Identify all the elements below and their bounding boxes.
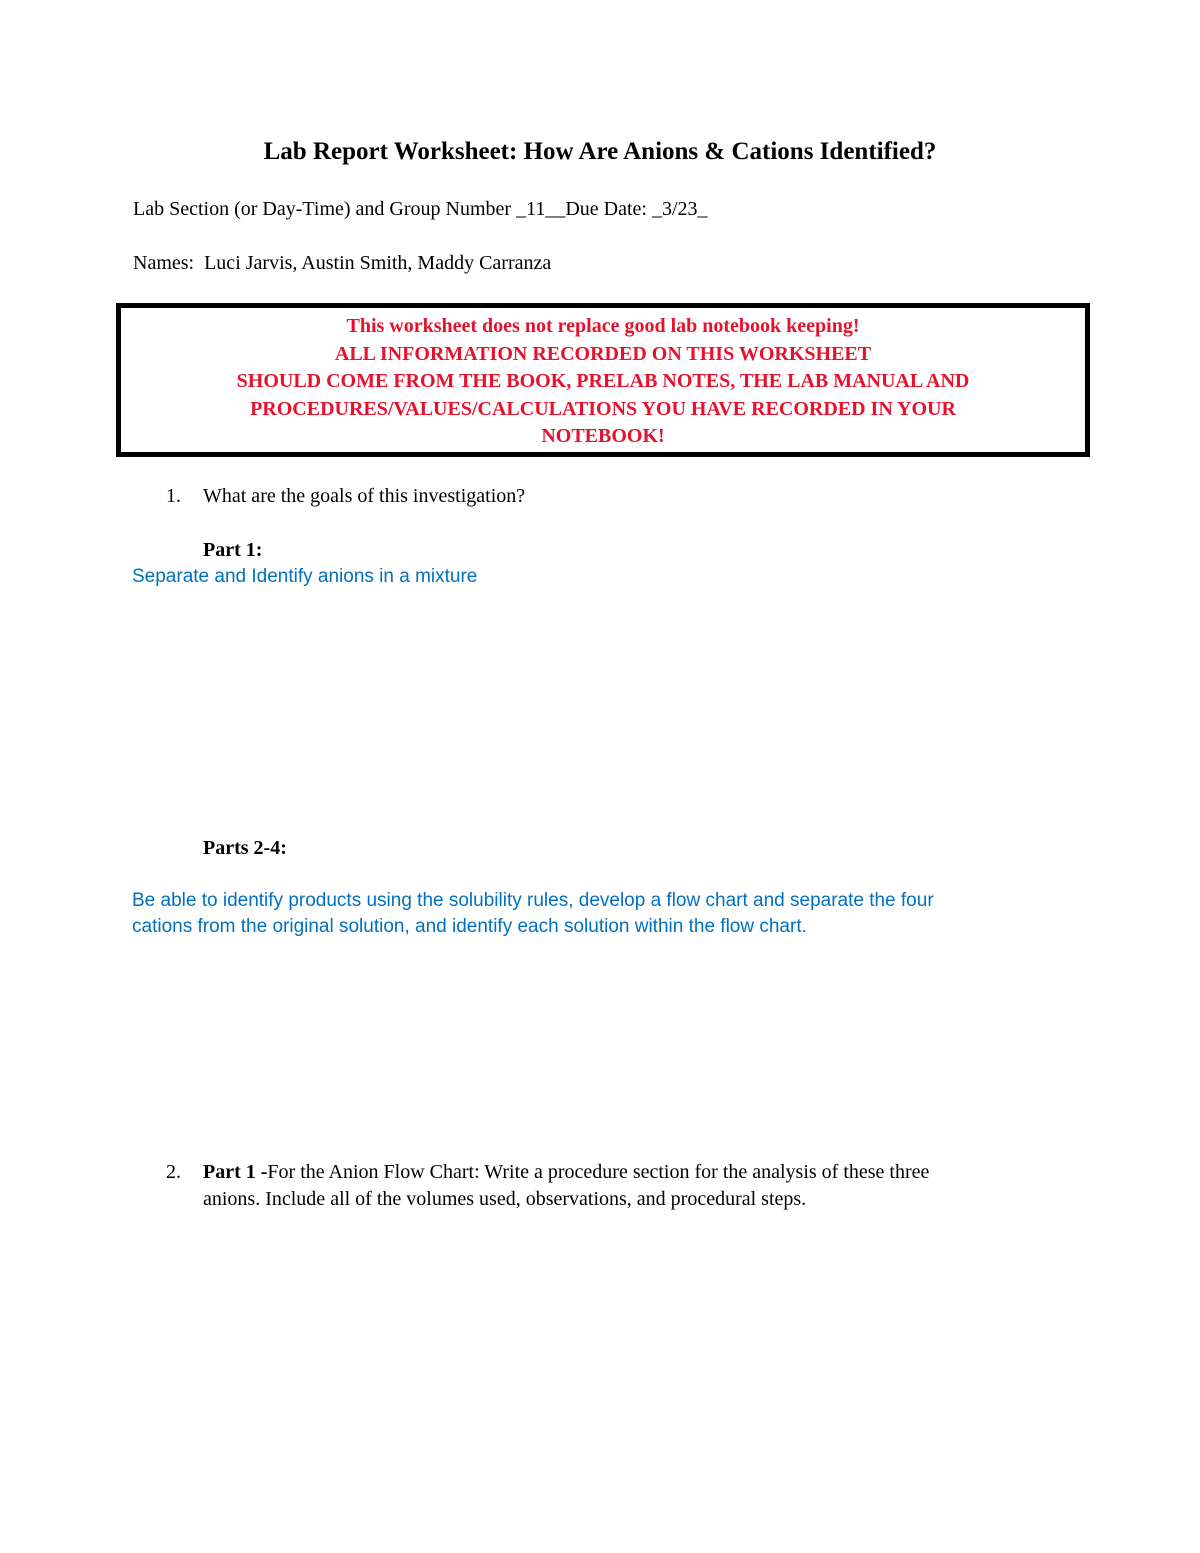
- part2-answer-line: cations from the original solution, and identify each solution within the flow chart.: [132, 916, 807, 937]
- warning-line: This worksheet does not replace good lab notebook keeping!: [346, 315, 860, 337]
- names-label: Names:: [133, 252, 195, 274]
- warning-line: PROCEDURES/VALUES/CALCULATIONS YOU HAVE RECORDED IN YOUR: [250, 398, 956, 420]
- part2-label: Parts 2-4:: [203, 837, 287, 859]
- part2-answer-line: Be able to identify products using the solubility rules, develop a flow chart and separate the four: [132, 890, 934, 911]
- names-value: Luci Jarvis, Austin Smith, Maddy Carranza: [204, 252, 552, 274]
- question-text-line: For the Anion Flow Chart: Write a procedure section for the analysis of these three: [267, 1161, 930, 1183]
- warning-box: [116, 303, 1090, 457]
- section-group-due-line: Lab Section (or Day-Time) and Group Number _11__Due Date: _3/23_: [133, 198, 708, 220]
- question-text: [203, 1161, 929, 1184]
- page-title: Lab Report Worksheet: How Are Anions & Cations Identified?: [263, 138, 937, 165]
- warning-line: SHOULD COME FROM THE BOOK, PRELAB NOTES, THE LAB MANUAL AND: [236, 370, 970, 392]
- warning-line: NOTEBOOK!: [541, 425, 665, 447]
- question-text: What are the goals of this investigation?: [203, 485, 526, 507]
- part1-answer: Separate and Identify anions in a mixture: [132, 566, 478, 587]
- names-line: [133, 252, 551, 275]
- question-number: 2.: [166, 1161, 181, 1183]
- warning-line: ALL INFORMATION RECORDED ON THIS WORKSHEET: [334, 343, 872, 365]
- part1-lead: Part 1 -: [203, 1161, 268, 1183]
- part1-label: Part 1:: [203, 539, 263, 561]
- question-text-line: anions. Include all of the volumes used, observations, and procedural steps.: [203, 1188, 807, 1210]
- question-number: 1.: [166, 485, 181, 507]
